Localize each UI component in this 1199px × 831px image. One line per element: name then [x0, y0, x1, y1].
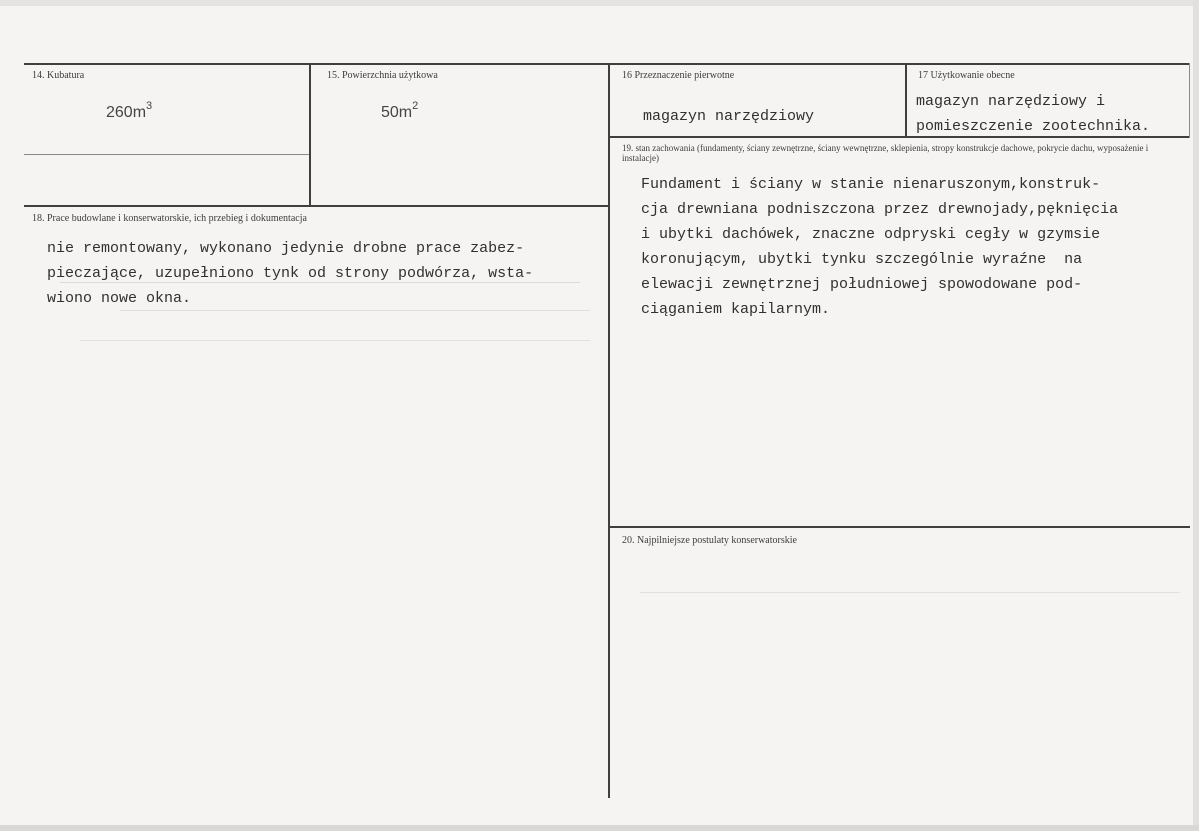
prace-line-2: pieczające, uzupełniono tynk od strony podwórza, wsta- — [47, 265, 534, 282]
rule-14-faint — [24, 154, 309, 155]
rule-above-18 — [24, 205, 610, 207]
divider-16-17 — [905, 63, 907, 138]
stan-line-6: ciąganiem kapilarnym. — [641, 301, 831, 318]
przeznaczenie-value: magazyn narzędziowy — [643, 108, 815, 125]
stan-line-3: i ubytki dachówek, znaczne odpryski cegły w gzymsie — [641, 226, 1101, 243]
prace-label: 18. Prace budowlane i konserwatorskie, ich przebieg i dokumentacja — [32, 213, 307, 224]
prace-line-1: nie remontowany, wykonano jedynie drobne prace zabez- — [47, 240, 525, 257]
przeznaczenie-label: 16 Przeznaczenie pierwotne — [622, 70, 735, 81]
powierzchnia-label: 15. Powierzchnia użytkowa — [327, 70, 438, 81]
center-divider — [608, 63, 610, 798]
card-edge-top — [0, 0, 1199, 6]
rule-above-19 — [610, 136, 1190, 138]
card-edge-bottom — [0, 825, 1199, 831]
uzytkowanie-label: 17 Użytkowanie obecne — [918, 70, 1015, 81]
powierzchnia-value: $50m^2$ — [381, 100, 419, 121]
bleed-through-line — [80, 340, 590, 341]
stan-line-5: elewacji zewnętrznej południowej spowodowane pod- — [641, 276, 1083, 293]
right-border-top — [1189, 63, 1190, 138]
stan-line-1: Fundament i ściany w stanie nienaruszonym,konstruk- — [641, 176, 1101, 193]
kubatura-label: 14. Kubatura — [32, 70, 85, 81]
stan-line-4: koronującym, ubytki tynku szczególnie wyraźne na — [641, 251, 1083, 268]
uzytkowanie-line-1: magazyn narzędziowy i — [916, 93, 1106, 110]
top-rule — [24, 63, 1190, 65]
kubatura-value: $260m^3$ — [106, 100, 153, 121]
card-edge-right — [1193, 0, 1199, 831]
prace-line-3: wiono nowe okna. — [47, 290, 192, 307]
postulaty-label: 20. Najpilniejsze postulaty konserwatorskie — [622, 535, 797, 546]
divider-14-15 — [309, 63, 311, 206]
stan-label: 19. stan zachowania (fundamenty, ściany zewnętrzne, ściany wewnętrzne, sklepienia, stropy konstrukcje dachowe, pokrycie dachu, wyposażenie i instalacje) — [622, 143, 1149, 163]
stan-line-2: cja drewniana podniszczona przez drewnojady,pęknięcia — [641, 201, 1119, 218]
uzytkowanie-line-2: pomieszczenie zootechnika. — [916, 118, 1151, 135]
bleed-through-line — [640, 592, 1180, 593]
rule-above-20 — [610, 526, 1190, 528]
